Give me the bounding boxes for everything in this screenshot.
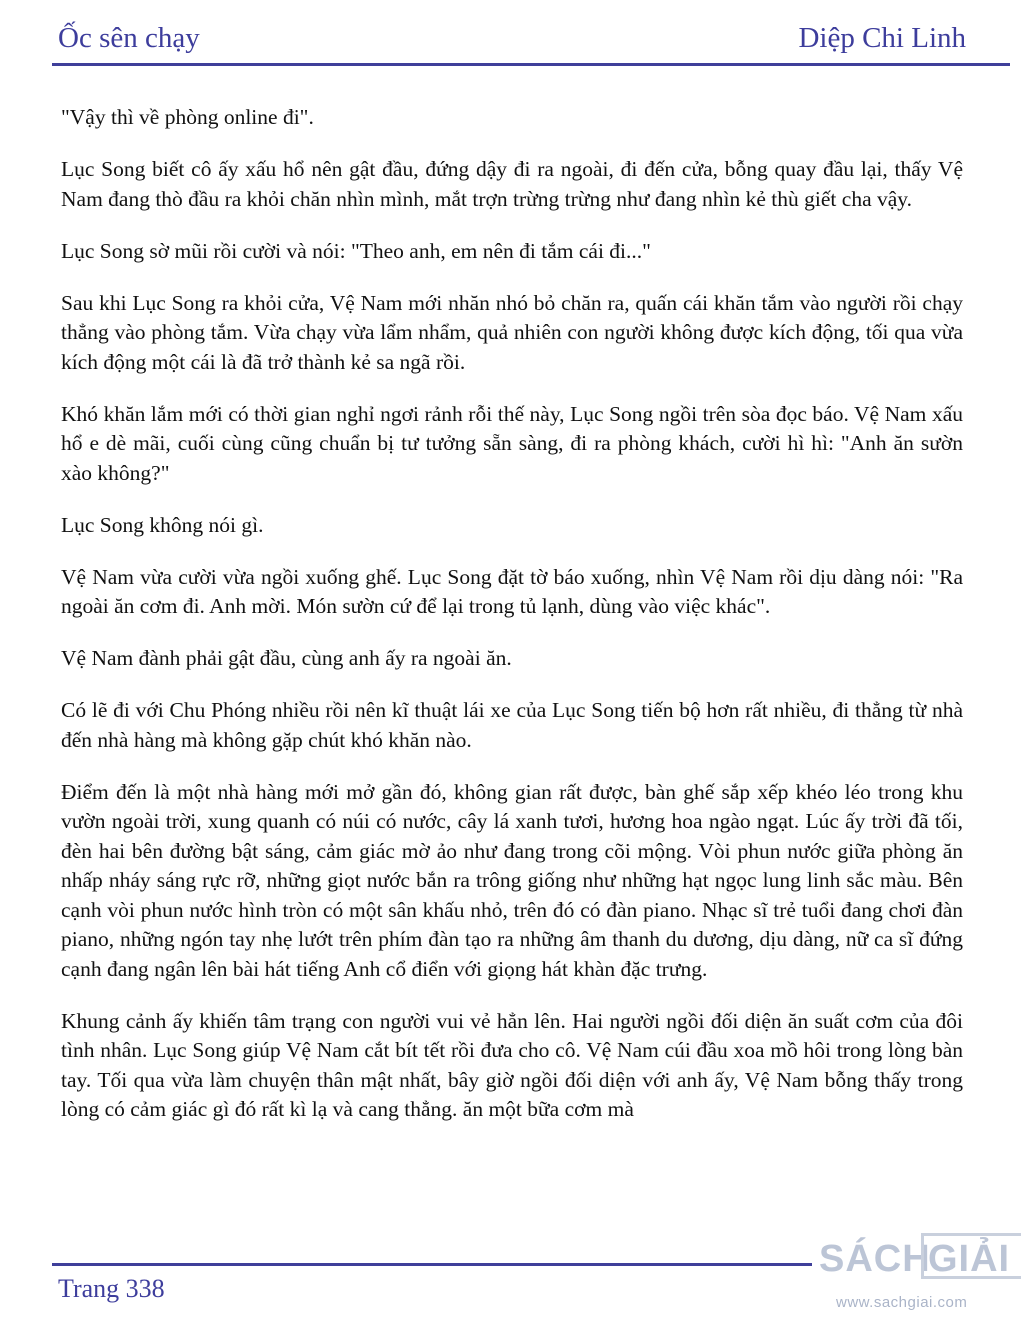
paragraph: Sau khi Lục Song ra khỏi cửa, Vệ Nam mới nhăn nhó bỏ chăn ra, quấn cái khăn tắm vào người rồi chạy thẳng vào phòng tắm. Vừa chạy vừa lẩm nhẩm, quả nhiên con người không được kích động, tối qua vừa kích động một cái là đã trở thành kẻ sa ngã rồi. xyxy=(61,290,963,374)
page-body xyxy=(61,103,963,1147)
watermark-logo-box xyxy=(921,1233,1021,1279)
watermark-logo-left: SÁCH xyxy=(819,1238,931,1280)
header-divider xyxy=(52,63,1010,66)
paragraph: Lục Song không nói gì. xyxy=(61,512,264,537)
watermark-logo-right: GIẢI xyxy=(928,1238,1011,1280)
paragraph: Điểm đến là một nhà hàng mới mở gần đó, không gian rất được, bàn ghế sắp xếp khéo léo trong khu vườn ngoài trời, xung quanh có núi có nước, cây lá xanh tươi, hương hoa ngào ngạt. Lúc ấy trời đã tối, đèn hai bên đường bật sáng, cảm giác mờ ảo như đang trong cõi mộng. Vòi phun nước giữa phòng ăn nhấp nháy sáng rực rỡ, những giọt nước bắn ra trông giống như những hạt ngọc lung linh sắc màu. Bên cạnh vòi phun nước hình tròn có một sân khấu nhỏ, trên đó có đàn piano. Nhạc sĩ trẻ tuổi đang chơi đàn piano, những ngón tay nhẹ lướt trên phím đàn tạo ra những âm thanh du dương, dịu dàng, nữ ca sĩ đứng cạnh đang ngân lên bài hát tiếng Anh cổ điển với giọng hát khàn đặc trưng. xyxy=(61,779,963,981)
watermark-logo xyxy=(816,1228,1024,1288)
book-title: Ốc sên chạy xyxy=(58,22,200,54)
paragraph: Vệ Nam vừa cười vừa ngồi xuống ghế. Lục Song đặt tờ báo xuống, nhìn Vệ Nam rồi dịu dàng nói: "Ra ngoài ăn cơm đi. Anh mời. Món sườn cứ để lại trong tủ lạnh, dùng vào việc khác". xyxy=(61,564,963,618)
watermark-url: www.sachgiai.com xyxy=(836,1294,968,1311)
paragraph: Khung cảnh ấy khiến tâm trạng con người vui vẻ hẳn lên. Hai người ngồi đối diện ăn suất cơm của đôi tình nhân. Lục Song giúp Vệ Nam cắt bít tết rồi đưa cho cô. Vệ Nam cúi đầu xoa mồ hôi trong lòng bàn tay. Tối qua vừa làm chuyện thân mật nhất, bây giờ ngồi đối diện với anh ấy, Vệ Nam bỗng thấy trong lòng có cảm giác gì đó rất kì lạ và cang thẳng. ăn một bữa cơm mà xyxy=(61,1008,963,1121)
footer-divider xyxy=(52,1263,812,1266)
paragraph: Vệ Nam đành phải gật đầu, cùng anh ấy ra ngoài ăn. xyxy=(61,646,512,670)
paragraph: Lục Song biết cô ấy xấu hổ nên gật đầu, đứng dậy đi ra ngoài, đi đến cửa, bỗng quay đầu lại, thấy Vệ Nam đang thò đầu ra khỏi chăn nhìn mình, mắt trợn trừng trừng như đang nhìn kẻ thù giết cha vậy. xyxy=(61,157,963,211)
paragraph: Có lẽ đi với Chu Phóng nhiều rồi nên kĩ thuật lái xe của Lục Song tiến bộ hơn rất nhiều, đi thẳng từ nhà đến nhà hàng mà không gặp chút khó khăn nào. xyxy=(61,698,963,752)
paragraph: "Vậy thì về phòng online đi". xyxy=(61,105,314,129)
paragraph: Khó khăn lắm mới có thời gian nghỉ ngơi rảnh rỗi thế này, Lục Song ngồi trên sòa đọc báo. Vệ Nam xấu hổ e dè mãi, cuối cùng cũng chuẩn bị tư tưởng sẵn sàng, đi ra phòng khách, cười hì hì: "Anh ăn sườn xào không?" xyxy=(61,401,963,485)
page-number: Trang 338 xyxy=(58,1274,165,1303)
author-name: Diệp Chi Linh xyxy=(798,22,966,54)
page-header xyxy=(58,22,966,62)
paragraph: Lục Song sờ mũi rồi cười và nói: "Theo anh, em nên đi tắm cái đi..." xyxy=(61,238,651,263)
